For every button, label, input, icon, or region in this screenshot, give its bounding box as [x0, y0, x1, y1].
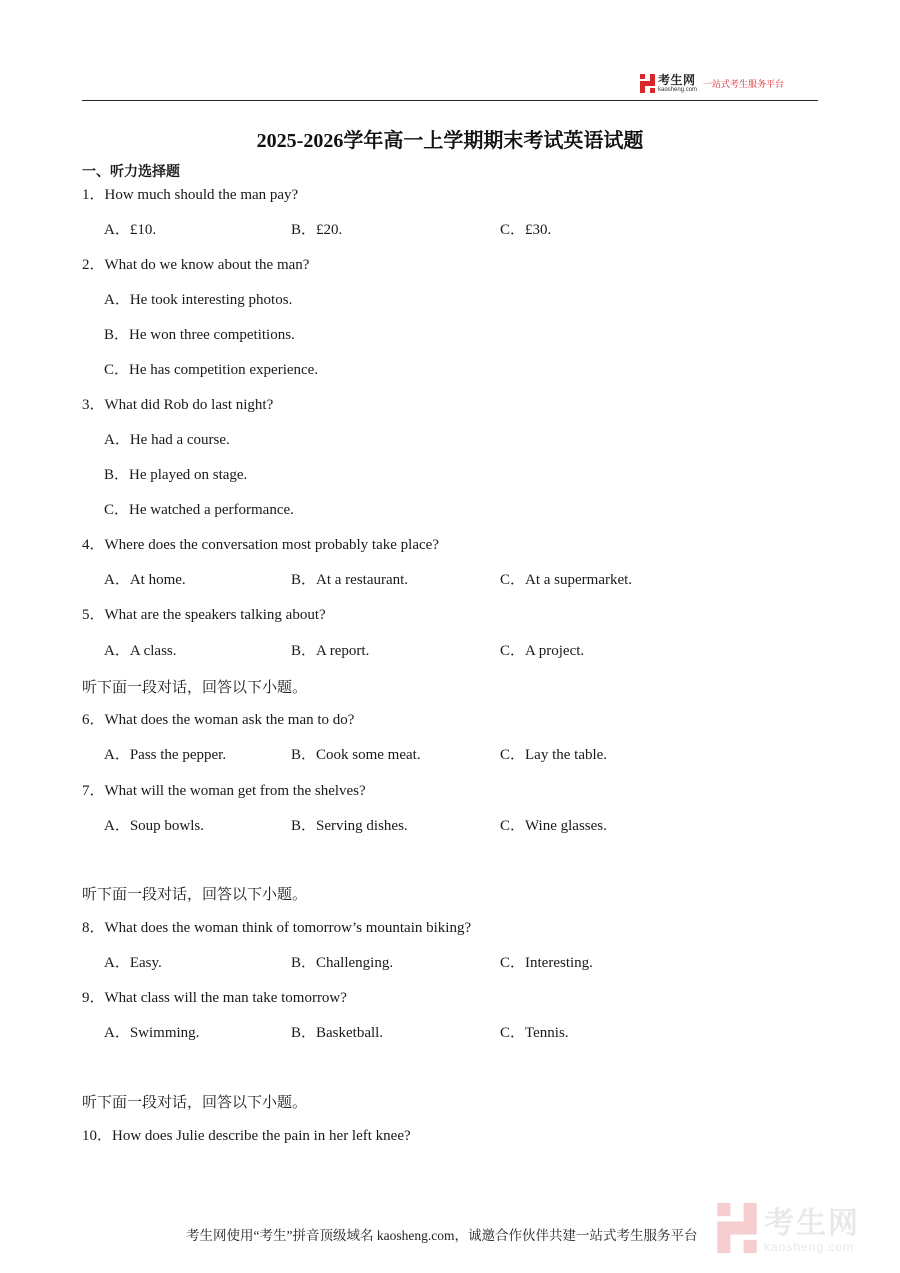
option-b: B．Basketball.	[291, 1025, 384, 1041]
kaosheng-logo[interactable]	[640, 72, 784, 94]
option-c: C．Wine glasses.	[500, 818, 607, 834]
option-a: A．At home.	[104, 572, 186, 588]
option-b: B．£20.	[291, 222, 343, 238]
option-c: C．Tennis.	[500, 1025, 569, 1041]
question-stem: 6．What does the woman ask the man to do?	[82, 712, 355, 728]
option-b: B．At a restaurant.	[291, 572, 409, 588]
listening-instruction: 听下面一段对话，回答以下小题。	[82, 1095, 308, 1111]
kaosheng-watermark	[716, 1203, 860, 1258]
watermark-name: 考生网	[764, 1205, 860, 1241]
option-b: B．He played on stage.	[104, 467, 248, 483]
option-a: A．He had a course.	[104, 432, 230, 448]
option-b: B．Cook some meat.	[291, 747, 421, 763]
option-c: C．Lay the table.	[500, 747, 608, 763]
option-a: A．Easy.	[104, 955, 162, 971]
listening-instruction: 听下面一段对话，回答以下小题。	[82, 680, 308, 696]
question-stem: 1．How much should the man pay?	[82, 187, 299, 203]
logo-domain: kaosheng.com	[658, 86, 698, 93]
watermark-domain: kaosheng.com	[764, 1239, 855, 1254]
option-b: B．A report.	[291, 643, 370, 659]
watermark-logo-icon	[716, 1203, 758, 1258]
option-a: A．He took interesting photos.	[104, 292, 293, 308]
option-c: C．Interesting.	[500, 955, 593, 971]
option-a: A．A class.	[104, 643, 177, 659]
section-heading: 一、听力选择题	[82, 164, 180, 180]
option-c: C．A project.	[500, 643, 585, 659]
footer-promo: 考生网使用“考生”拼音顶级域名 kaosheng.com，诚邀合作伙伴共建一站式考生服务平台	[186, 1228, 698, 1243]
question-stem: 10．How does Julie describe the pain in her left knee?	[82, 1128, 411, 1144]
question-stem: 2．What do we know about the man?	[82, 257, 310, 273]
question-stem: 4．Where does the conversation most probably take place?	[82, 537, 439, 553]
listening-instruction: 听下面一段对话，回答以下小题。	[82, 887, 308, 903]
page-title: 2025-2026学年高一上学期期末考试英语试题	[256, 130, 644, 152]
question-stem: 8．What does the woman think of tomorrow’s mountain biking?	[82, 920, 472, 936]
kaosheng-logo-icon	[640, 74, 655, 93]
option-a: A．Swimming.	[104, 1025, 200, 1041]
option-c: C．He watched a performance.	[104, 502, 294, 518]
question-stem: 7．What will the woman get from the shelves?	[82, 783, 366, 799]
option-b: B．Challenging.	[291, 955, 394, 971]
question-stem: 3．What did Rob do last night?	[82, 397, 274, 413]
option-a: A．Soup bowls.	[104, 818, 205, 834]
option-a: A．Pass the pepper.	[104, 747, 227, 763]
header-divider	[82, 100, 818, 101]
option-c: C．£30.	[500, 222, 552, 238]
option-a: A．£10.	[104, 222, 157, 238]
option-c: C．He has competition experience.	[104, 362, 319, 378]
logo-name: 考生网	[658, 72, 696, 87]
question-stem: 5．What are the speakers talking about?	[82, 607, 326, 623]
question-stem: 9．What class will the man take tomorrow?	[82, 990, 347, 1006]
header-slogan: 一站式考生服务平台	[703, 79, 785, 90]
option-b: B．Serving dishes.	[291, 818, 408, 834]
option-c: C．At a supermarket.	[500, 572, 633, 588]
option-b: B．He won three competitions.	[104, 327, 295, 343]
